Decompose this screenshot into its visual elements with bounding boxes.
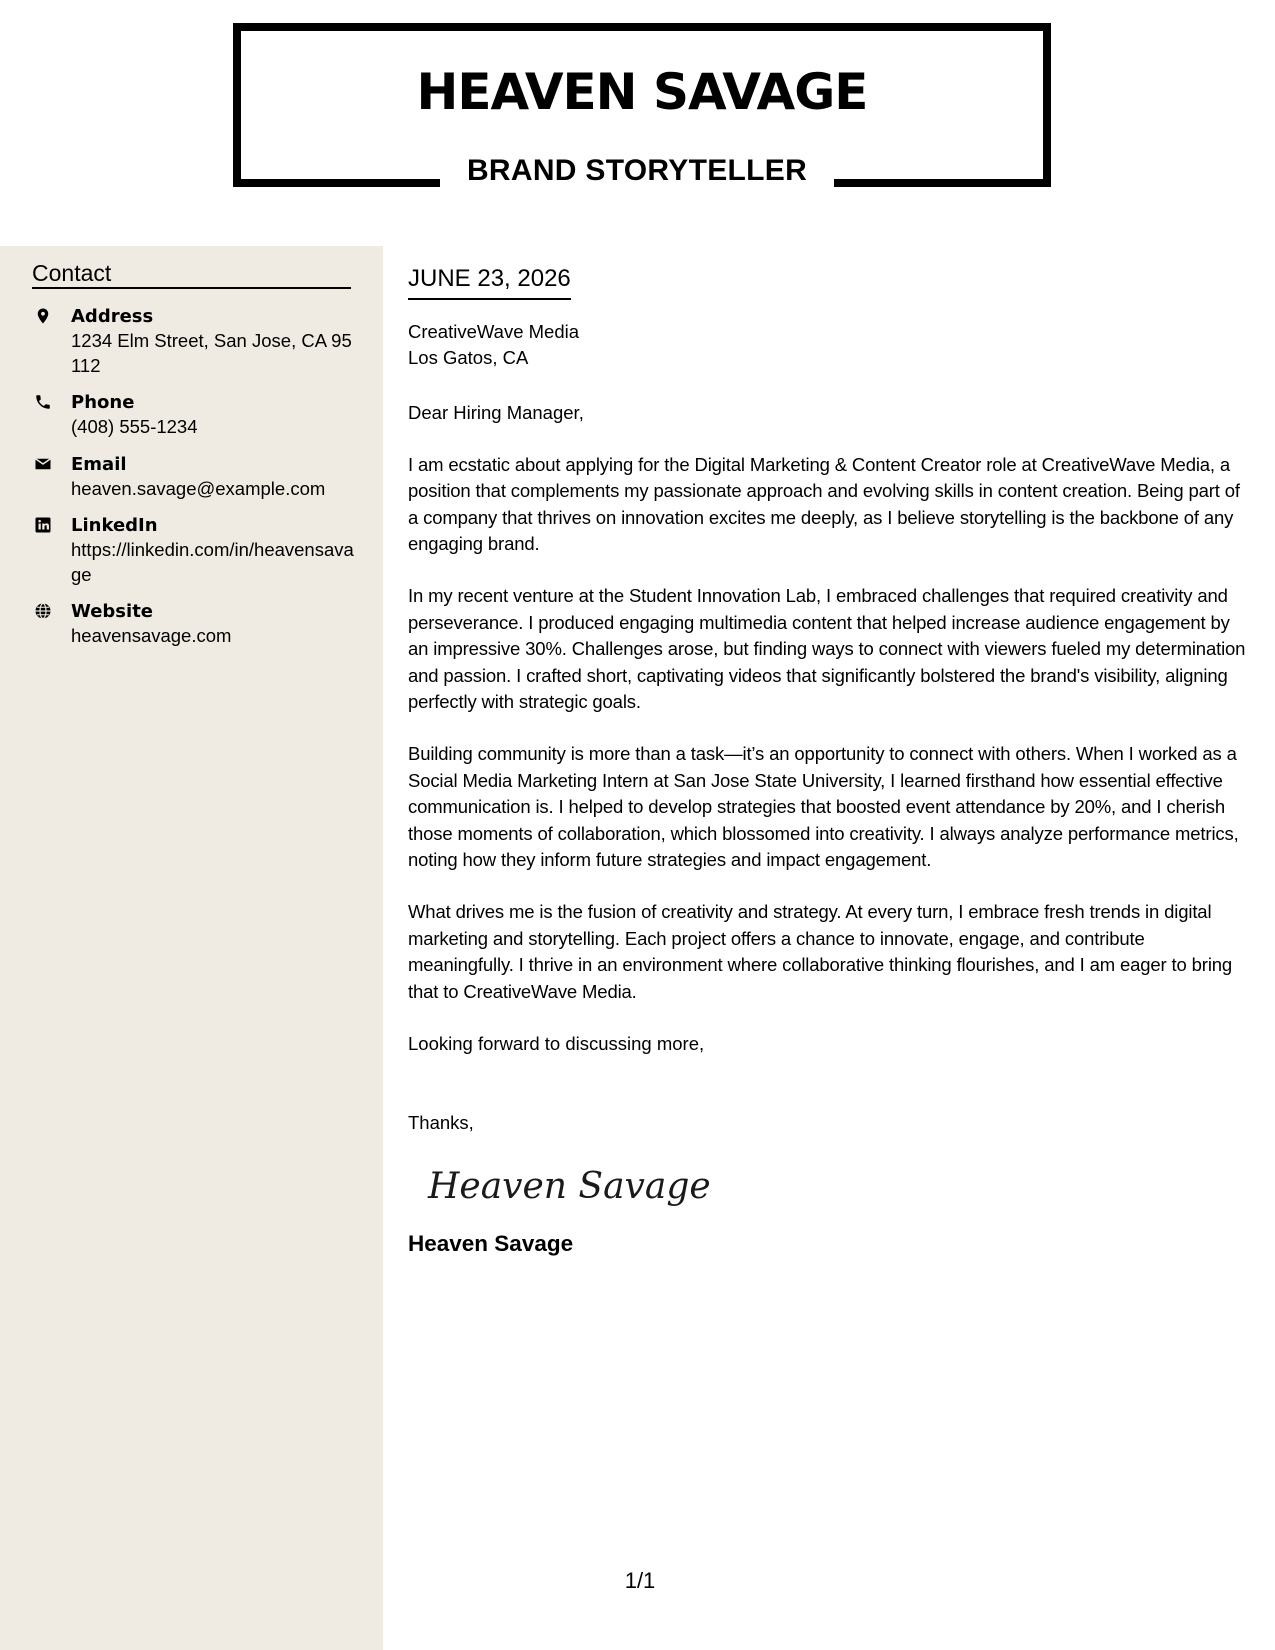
contact-label: LinkedIn (71, 515, 158, 536)
job-title: BRAND STORYTELLER (466, 154, 808, 187)
contact-heading: Contact (32, 260, 351, 289)
contact-value: heavensavage.com (71, 625, 232, 646)
contact-item-address (32, 304, 357, 378)
letter-body (408, 262, 1250, 1257)
signature-text: Heaven Savage (428, 1166, 711, 1208)
map-pin-icon (34, 307, 52, 325)
recipient-block (408, 319, 1250, 371)
header-title-wrap (440, 150, 834, 196)
contact-label: Address (71, 306, 154, 327)
contact-label: Phone (71, 392, 135, 413)
envelope-icon (34, 455, 52, 473)
letter-paragraph: I am ecstatic about applying for the Digital Marketing & Content Creator role at CreativeWave Media, a position that complements my passionate approach and evolving skills in content creation. Being part of a company that thrives on innovation excites me deeply, as I believe storytelling is the backbone of any engaging brand. (408, 453, 1240, 555)
contact-item-phone (32, 390, 357, 440)
contact-value: heaven.savage@example.com (71, 477, 326, 499)
contact-item-linkedin (32, 513, 357, 587)
closing-line: Looking forward to discussing more, (408, 1033, 705, 1055)
phone-icon (34, 393, 52, 411)
letter-paragraph: Building community is more than a task—it’s an opportunity to connect with others. When I worked as a Social Media Marketing Intern at San Jose State University, I learned firsthand how essential effective communication is. I helped to develop strategies that boosted event attendance by 20%, and I cherish those moments of collaboration, which blossomed into creativity. I always analyze performance metrics, noting how they inform future strategies and impact engagement. (408, 743, 1239, 871)
letter-paragraph: In my recent venture at the Student Innovation Lab, I embraced challenges that required creativity and perseverance. I produced engaging multimedia content that helped increase audience engagement by an impressive 30%. Challenges arose, but finding ways to connect with viewers fueled my determination and passion. I crafted short, captivating videos that significantly bolstered the brand's visibility, aligning perfectly with strategic goals. (408, 585, 1246, 713)
contact-label: Website (71, 601, 154, 622)
candidate-name: HEAVEN SAVAGE (416, 63, 868, 121)
recipient-location: Los Gatos, CA (408, 346, 529, 368)
globe-icon (34, 602, 52, 620)
handwritten-signature (426, 1154, 711, 1216)
page-number: 1/1 (624, 1568, 656, 1593)
signer-name: Heaven Savage (408, 1231, 574, 1257)
contact-list (32, 304, 357, 661)
letter-paragraph: What drives me is the fusion of creativity and strategy. At every turn, I embrace fresh trends in digital marketing and storytelling. Each project offers a chance to innovate, engage, and contribute meaningfully. I thrive in an environment where collaborative thinking flourishes, and I am eager to bring that to CreativeWave Media. (408, 901, 1233, 1002)
salutation: Dear Hiring Manager, (408, 401, 584, 423)
contact-item-email (32, 452, 357, 502)
contact-item-website (32, 599, 357, 649)
contact-label: Email (71, 453, 127, 475)
recipient-company: CreativeWave Media (408, 320, 580, 342)
thanks-line: Thanks, (408, 1112, 474, 1134)
contact-sidebar (0, 246, 383, 1650)
linkedin-icon (34, 516, 52, 534)
contact-value: 1234 Elm Street, San Jose, CA 95112 (71, 330, 352, 376)
contact-value: https://linkedin.com/in/heavensavage (71, 539, 354, 585)
contact-value: (408) 555-1234 (71, 416, 198, 437)
letter-date: JUNE 23, 2026 (408, 265, 571, 300)
